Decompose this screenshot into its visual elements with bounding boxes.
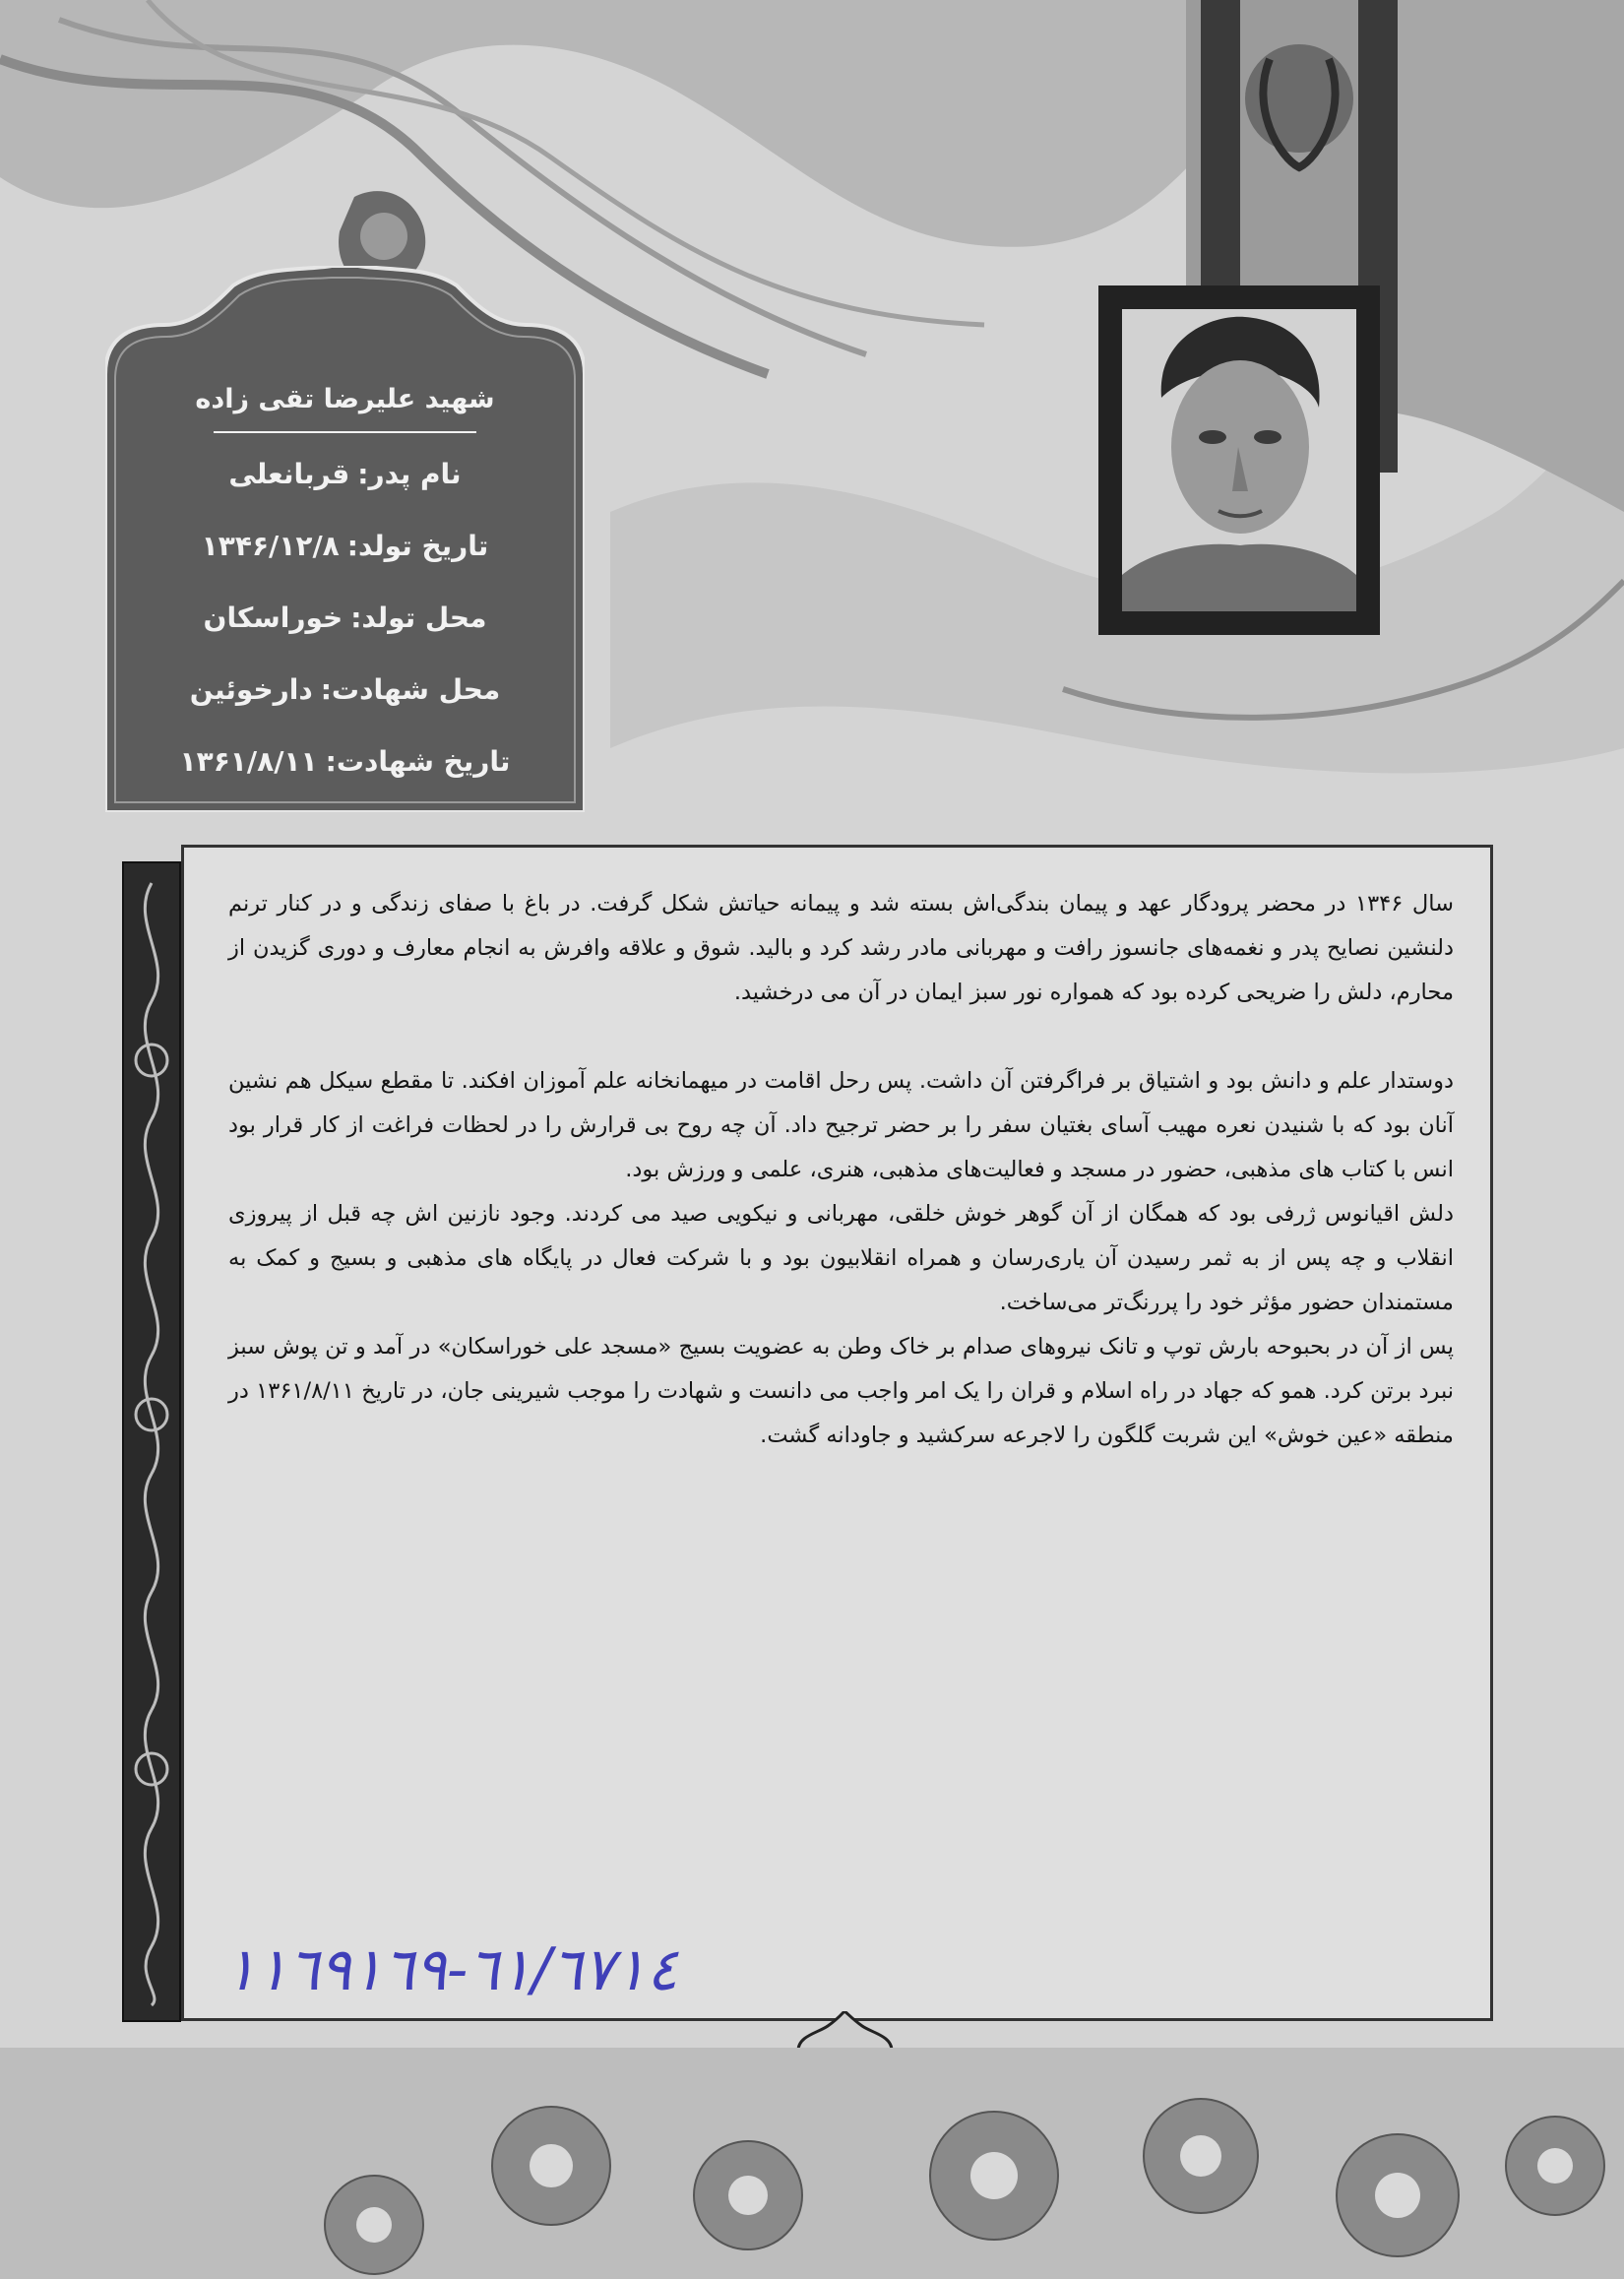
birth-place-field bbox=[105, 601, 585, 634]
field-value: خوراسکان bbox=[203, 601, 344, 634]
martyr-name-title: شهید علیرضا تقی زاده bbox=[195, 384, 495, 414]
field-value: ۱۳۶۱/۸/۱۱ bbox=[179, 745, 318, 778]
portrait-frame bbox=[1098, 285, 1380, 635]
martyr-info-card bbox=[105, 266, 585, 812]
field-label: تاریخ تولد: bbox=[346, 530, 489, 562]
field-label: محل شهادت: bbox=[320, 673, 501, 706]
field-value: دارخوئین bbox=[189, 673, 313, 706]
birth-date-field bbox=[105, 530, 585, 562]
biography-paragraph: دوستدار علم و دانش بود و اشتیاق بر فراگرفتن آن داشت. پس رحل اقامت در میهمانخانه علم آموزان افکند. تا مقطع سیکل هم نشین آنان بود که با شنیدن نعره مهیب آسای بغتیان سفر را بر حضر ترجیح داد. آن چه روح بی قرارش را در لحظات فراغت از کار قرار بود انس با کتاب های مذهبی، حضور در مسجد و فعالیت‌های مذهبی، هنری، علمی و ورزش بود. bbox=[228, 1068, 1454, 1182]
title-divider bbox=[214, 431, 476, 433]
biography-text bbox=[228, 882, 1454, 1458]
field-label: نام پدر: bbox=[357, 458, 462, 490]
floral-decoration bbox=[0, 2048, 1624, 2279]
martyrdom-place-field bbox=[105, 673, 585, 706]
father-name-field bbox=[105, 458, 585, 490]
handwritten-archive-code: ٦١/٦٧١٤-١١٦٩١٦٩ bbox=[224, 1935, 678, 2004]
biography-paragraph: پس از آن در بحبوحه بارش توپ و تانک نیروهای صدام بر خاک وطن به عضویت بسیج «مسجد علی خوراسکان» در آمد و تن پوش سبز نبرد برتن کرد. همو که جهاد در راه اسلام و قران را یک امر واجب می دانست و شهادت را موجب شیرینی جان، در تاریخ ۱۳۶۱/۸/۱۱ در منطقه «عین خوش» این شربت گلگون را لاجرعه سرکشید و جاودانه گشت. bbox=[228, 1334, 1454, 1448]
biography-paragraph: دلش اقیانوس ژرفی بود که همگان از آن گوهر خوش خلقی، مهربانی و نیکویی صید می کردند. وجود نازنین اش چه قبل از پیروزی انقلاب و چه پس از به ثمر رسیدن آن یاری‌رسان و همراه انقلابیون بود و با شرکت فعال در پایگاه های مذهبی و بسیج و کمک به مستمندان حضور مؤثر خود را پررنگ‌تر می‌ساخت. bbox=[228, 1201, 1454, 1315]
field-value: قربانعلی bbox=[228, 458, 350, 490]
portrait-photo bbox=[1122, 309, 1356, 611]
side-ornament-strip bbox=[122, 861, 181, 2022]
field-label: محل تولد: bbox=[350, 601, 487, 634]
field-value: ۱۳۴۶/۱۲/۸ bbox=[201, 530, 340, 562]
martyrdom-date-field bbox=[105, 745, 585, 778]
field-label: تاریخ شهادت: bbox=[325, 745, 511, 778]
portrait-image bbox=[1122, 309, 1356, 611]
biography-paragraph: سال ۱۳۴۶ در محضر پرودگار عهد و پیمان بندگی‌اش بسته شد و پیمانه حیاتش شکل گرفت. در باغ با صفای زندگی و در کنار ترنم دلنشین نصایح پدر و نغمه‌های جانسوز رافت و مهربانی مادر رشد کرد و بالید. شوق و علاقه وافرش به انجام معارف و دوری گزیدن از محارم، دلش را ضریحی کرده بود که همواره نور سبز ایمان در آن می درخشید. bbox=[228, 891, 1454, 1005]
